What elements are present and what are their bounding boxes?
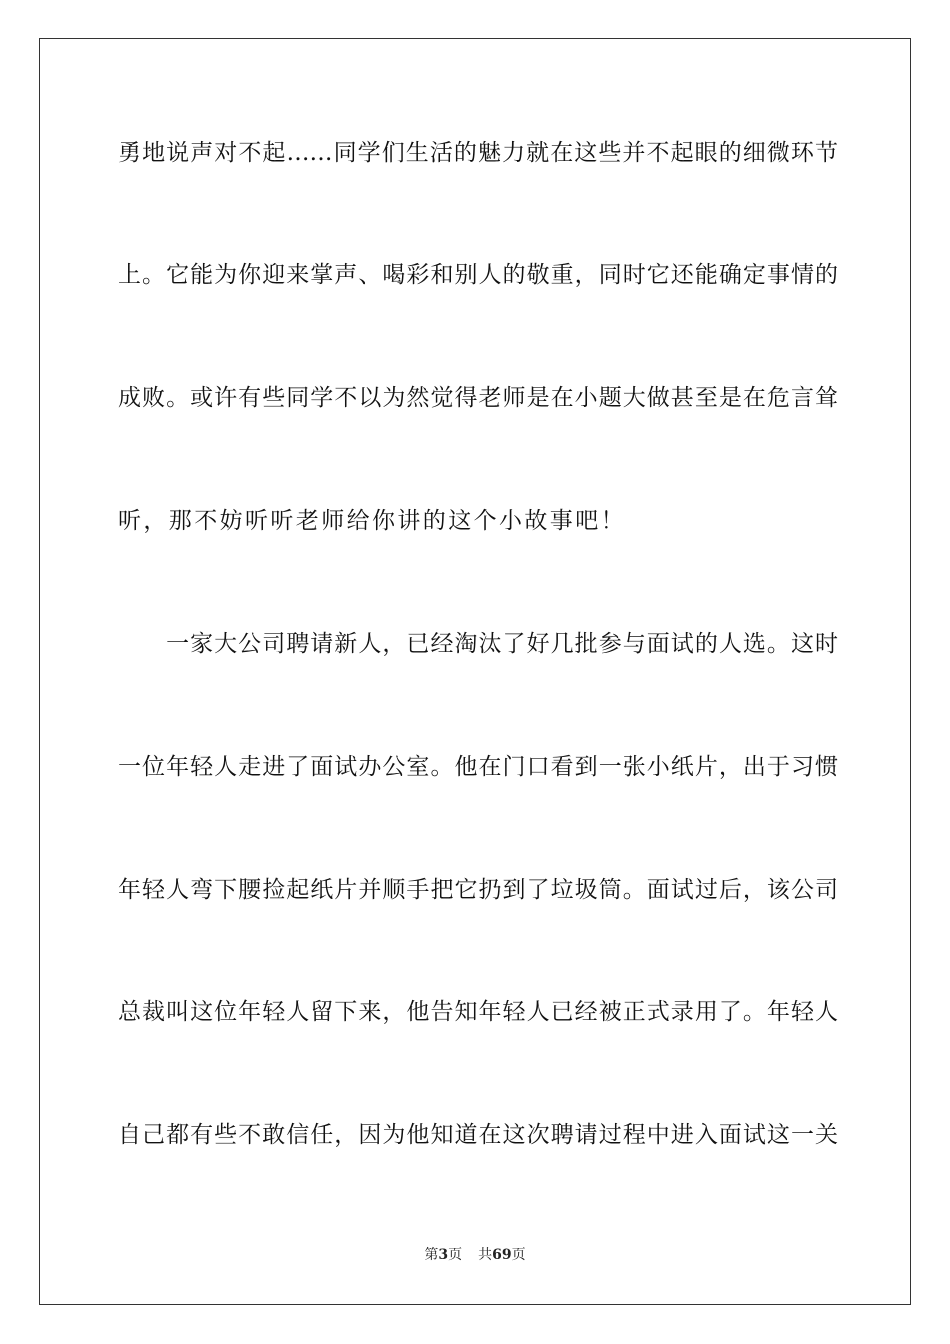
total-pages: 69 xyxy=(492,1247,512,1263)
total-suffix: 页 xyxy=(511,1247,526,1263)
body-text-line-8: 总裁叫这位年轻人留下来，他告知年轻人已经被正式录用了。年轻人 xyxy=(118,999,838,1025)
page-number: 3 xyxy=(438,1247,449,1263)
body-text-line-9: 自己都有些不敢信任，因为他知道在这次聘请过程中进入面试这一关 xyxy=(118,1122,838,1148)
body-text-line-6: 一位年轻人走进了面试办公室。他在门口看到一张小纸片，出于习惯 xyxy=(118,754,838,780)
body-text-line-2: 上。它能为你迎来掌声、喝彩和别人的敬重，同时它还能确定事情的 xyxy=(118,262,838,288)
body-text-line-3: 成败。或许有些同学不以为然觉得老师是在小题大做甚至是在危言耸 xyxy=(118,385,838,411)
page-footer xyxy=(0,1246,950,1264)
page-suffix: 页 xyxy=(448,1247,463,1263)
page-prefix: 第 xyxy=(424,1247,439,1263)
total-prefix: 共 xyxy=(478,1247,493,1263)
page-border xyxy=(39,38,911,1305)
body-text-line-7: 年轻人弯下腰捡起纸片并顺手把它扔到了垃圾筒。面试过后，该公司 xyxy=(118,877,838,903)
body-text-line-4: 听，那不妨听听老师给你讲的这个小故事吧！ xyxy=(118,508,626,534)
body-text-line-1: 勇地说声对不起……同学们生活的魅力就在这些并不起眼的细微环节 xyxy=(118,140,838,166)
body-text-line-5: 一家大公司聘请新人，已经淘汰了好几批参与面试的人选。这时 xyxy=(118,631,838,657)
